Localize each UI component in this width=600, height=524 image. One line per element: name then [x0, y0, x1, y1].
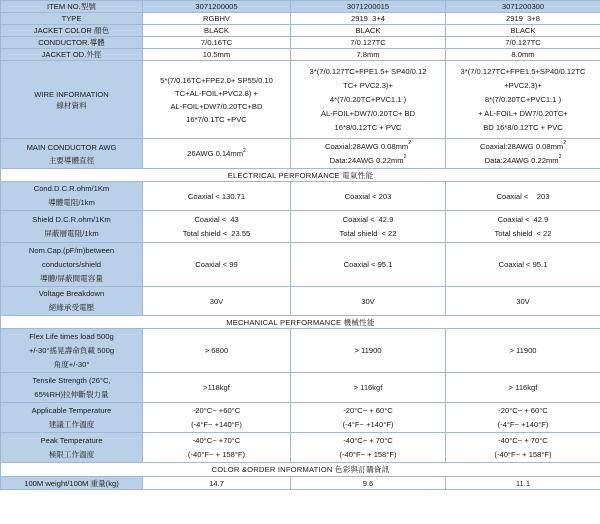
shield-dcr-p3-coax-value: 42.9: [533, 214, 549, 224]
peak-temp-p1-f: (-40°F~ + 158°F): [187, 449, 246, 459]
nom-cap-p3: Coaxial < 95.1: [446, 243, 600, 287]
cond-dcr-label-cn: 導體電阻/1km: [48, 198, 95, 207]
peak-temp-p3-f: (-40°F~ + 158°F): [494, 449, 552, 459]
app-temp-p2-f: (-4°F~ +140°F): [342, 419, 394, 429]
shield-dcr-p2-coax-value: 42.9: [378, 214, 394, 224]
wire-info-p3-line: 3*(7/0.127TC+FPE1.5+SP40/0.12TC: [460, 66, 586, 76]
flex-life-p2: > 11900: [291, 329, 446, 373]
main-conductor-row: [1, 139, 600, 169]
main-conductor-label-en: MAIN CONDUCTOR AWG: [26, 142, 117, 152]
voltage-p3: 30V: [446, 287, 600, 316]
tensile-row: [1, 373, 600, 403]
jacket-od-label: JACKET OD.外徑: [1, 49, 143, 61]
app-temp-p3-f: (-4°F~ +140°F): [497, 419, 549, 429]
main-conductor-p2-sup: 2: [403, 153, 407, 160]
peak-temp-label-en: Peak Temperature: [40, 435, 103, 445]
mechanical-section-title: MECHANICAL PERFORMANCE 機械性能: [1, 316, 600, 329]
flex-life-p3: > 11900: [446, 329, 600, 373]
nom-cap-p1: Coaxial < 99: [143, 243, 291, 287]
weight-p2: 9.6: [291, 477, 446, 490]
flex-life-label-line: +/-30°搖晃壽命負載 500g: [28, 345, 115, 355]
flex-life-row: [1, 329, 600, 373]
cond-dcr-label-en: Cond.D.C.R.ohm/1Km: [33, 184, 110, 193]
shield-dcr-p2-total-label: Total shield: [339, 228, 378, 238]
shield-dcr-p3-total-label: Total shield: [494, 228, 533, 238]
main-conductor-label: [1, 139, 143, 169]
peak-temp-label-cn: 極限工作溫度: [48, 449, 95, 459]
flex-life-label-line: 角度+/-30°: [53, 359, 90, 369]
peak-temp-p3: [446, 433, 600, 463]
app-temp-p1-f: (-4°F~ +140°F): [191, 419, 242, 429]
color-order-section-row: [1, 463, 600, 477]
tensile-p1: >118kgf: [143, 373, 291, 403]
nom-cap-row: [1, 243, 600, 287]
shield-dcr-p3-coax-label: Coaxial <: [497, 214, 530, 224]
nom-cap-label-line: conductors/shield: [41, 259, 102, 269]
peak-temp-row: [1, 433, 600, 463]
wire-info-p3: [446, 61, 600, 139]
main-conductor-p3-data: Data:24AWG 0.22mm: [484, 155, 559, 165]
nom-cap-p2: Coaxial < 95.1: [291, 243, 446, 287]
app-temp-p1: [143, 403, 291, 433]
jacket-od-row: [1, 49, 600, 61]
wire-info-label-cn: 線材資料: [56, 100, 87, 110]
wire-info-p3-line: 8*(7/0.20TC+PVC1.1 ): [484, 94, 562, 104]
weight-label: 100M weight/100M 重量(kg): [1, 477, 143, 490]
wire-info-p2-line: 16*8/0.12TC + PVC: [334, 122, 402, 132]
shield-dcr-label-cn: 屏蔽層電阻/1km: [44, 228, 99, 238]
main-conductor-p2-coax: Coaxial:28AWG 0.08mm: [324, 141, 409, 151]
main-conductor-p2: [291, 139, 446, 169]
app-temp-label-en: Applicable Temperature: [31, 405, 112, 415]
wire-info-p3-line: +PVC2.3)+: [504, 80, 542, 90]
main-conductor-p1-text: 26AWG 0.14mm: [187, 149, 244, 158]
peak-temp-p1-c: -40°C~ +70°C: [192, 435, 241, 445]
app-temp-row: [1, 403, 600, 433]
shield-dcr-p1-total-value: 23.55: [231, 228, 251, 238]
wire-info-p3-line: BD 16*8/0.12TC + PVC: [483, 122, 563, 132]
main-conductor-p3: [446, 139, 600, 169]
tensile-p2: > 116kgf: [291, 373, 446, 403]
shield-dcr-p2-coax-label: Coaxial <: [342, 214, 375, 224]
item-no-p1: 3071200005: [143, 1, 291, 13]
voltage-row: [1, 287, 600, 316]
main-conductor-p3-sup: 2: [563, 139, 567, 146]
cond-dcr-p1: Coaxial < 130.71: [143, 182, 291, 211]
item-no-label: ITEM NO.型號: [1, 1, 143, 13]
wire-info-p1-line: TC+AL-FOIL+PVC2.8) +: [175, 88, 258, 98]
app-temp-label: [1, 403, 143, 433]
conductor-p1: 7/0.16TC: [143, 37, 291, 49]
main-conductor-label-cn: 主要導體直徑: [48, 155, 95, 165]
voltage-p1: 30V: [143, 287, 291, 316]
conductor-label: CONDUCTOR.導體: [1, 37, 143, 49]
peak-temp-p3-c: -40°C~ + 70°C: [498, 435, 548, 445]
flex-life-p1: > 6800: [143, 329, 291, 373]
app-temp-p1-c: -20°C~ +60°C: [192, 405, 241, 415]
conductor-row: [1, 37, 600, 49]
main-conductor-p1: [143, 139, 291, 169]
nom-cap-label: [1, 243, 143, 287]
type-p1: RGBHV: [143, 13, 291, 25]
peak-temp-p2: [291, 433, 446, 463]
weight-row: [1, 477, 600, 490]
cond-dcr-p3: Coaxial < 203: [446, 182, 600, 211]
conductor-p2: 7/0.127TC: [291, 37, 446, 49]
app-temp-p2: [291, 403, 446, 433]
wire-info-p2-line: 3*(7/0.127TC+FPE1.5+ SP40/0.12: [309, 66, 427, 76]
cond-dcr-label: [1, 182, 143, 211]
peak-temp-p2-c: -40°C~ + 70°C: [343, 435, 393, 445]
conductor-p3: 7/0.127TC: [446, 37, 600, 49]
shield-dcr-p2: [291, 211, 446, 243]
shield-dcr-row: [1, 211, 600, 243]
voltage-label: [1, 287, 143, 316]
jacket-color-row: [1, 25, 600, 37]
wire-info-p2-line: TC+ PVC2.3)+: [343, 80, 393, 90]
jacket-color-p3: BLACK: [446, 25, 600, 37]
shield-dcr-p1-coax-value: 43: [230, 214, 239, 224]
voltage-label-en: Voltage Breakdown: [38, 289, 105, 298]
electrical-section-row: [1, 169, 600, 182]
wire-info-p2-line: 4*(7/0.20TC+PVC1.1 ): [329, 94, 407, 104]
jacket-color-p2: BLACK: [291, 25, 446, 37]
wire-info-p3-line: + AL-FOIL+ DW7/0.20TC+: [478, 108, 568, 118]
item-no-row: [1, 1, 600, 13]
jacket-color-p1: BLACK: [143, 25, 291, 37]
main-conductor-p1-sup: 2: [243, 148, 246, 154]
peak-temp-label: [1, 433, 143, 463]
shield-dcr-label-en: Shield D.C.R.ohm/1Km: [32, 214, 111, 224]
main-conductor-p3-sup: 2: [558, 153, 562, 160]
main-conductor-p2-data: Data:24AWG 0.22mm: [329, 155, 404, 165]
mechanical-section-row: [1, 316, 600, 329]
tensile-label-line: Tensile Strength (26°C,: [32, 375, 111, 385]
wire-info-label: [1, 61, 143, 139]
tensile-label-line: 65%RH)拉伸斷裂力量: [34, 389, 109, 399]
shield-dcr-p3-total-value: < 22: [536, 228, 552, 238]
voltage-p2: 30V: [291, 287, 446, 316]
shield-dcr-p1-total-label: Total shield <: [182, 228, 228, 238]
main-conductor-p2-sup: 2: [408, 139, 412, 146]
peak-temp-p1: [143, 433, 291, 463]
shield-dcr-label: [1, 211, 143, 243]
shield-dcr-p1-coax-label: Coaxial <: [194, 214, 227, 224]
flex-life-label-line: Flex Life times load 500g: [29, 331, 114, 341]
peak-temp-p2-f: (-40°F~ + 158°F): [339, 449, 397, 459]
jacket-od-p1: 10.5mm: [143, 49, 291, 61]
wire-info-p2: [291, 61, 446, 139]
type-label: TYPE: [1, 13, 143, 25]
wire-info-p1: [143, 61, 291, 139]
shield-dcr-p3: [446, 211, 600, 243]
shield-dcr-p1: [143, 211, 291, 243]
voltage-label-cn: 絕緣承受電壓: [48, 303, 95, 312]
type-p3: 2919 3+8: [446, 13, 600, 25]
flex-life-label: [1, 329, 143, 373]
app-temp-p3: [446, 403, 600, 433]
wire-info-p2-line: AL-FOIL+DW7/0.20TC+ BD: [320, 108, 416, 118]
wire-info-row: [1, 61, 600, 139]
nom-cap-label-line: Nom.Cap.(pF/m)between: [28, 245, 115, 255]
jacket-od-p3: 8.0mm: [446, 49, 600, 61]
item-no-p2: 3071200015: [291, 1, 446, 13]
wire-info-label-en: WIRE INFORMATION: [34, 89, 109, 99]
wire-info-p1-line: 5*(7/0.16TC+FPE2.0+ SP55/0.10: [160, 75, 273, 85]
main-conductor-p3-coax: Coaxial:28AWG 0.08mm: [479, 141, 564, 151]
app-temp-label-cn: 建議工作溫度: [48, 419, 95, 429]
color-order-section-title: COLOR &ORDER INFORMATION 色彩與訂購資訊: [1, 463, 600, 477]
type-p2: 2919 3+4: [291, 13, 446, 25]
jacket-od-p2: 7.8mm: [291, 49, 446, 61]
weight-p3: 11.1: [446, 477, 600, 490]
item-no-p3: 3071200300: [446, 1, 600, 13]
wire-info-p1-line: AL-FOIL+DW7/0.20TC+BD: [170, 101, 263, 111]
weight-p1: 14.7: [143, 477, 291, 490]
shield-dcr-p2-total-value: < 22: [381, 228, 397, 238]
type-row: [1, 13, 600, 25]
tensile-p3: > 116kgf: [446, 373, 600, 403]
wire-info-p1-line: 16*7/0.1TC +PVC: [186, 114, 247, 124]
nom-cap-label-line: 導體/屏蔽間電容量: [40, 273, 103, 283]
cond-dcr-p2: Coaxial < 203: [291, 182, 446, 211]
jacket-color-label: JACKET COLOR 顏色: [1, 25, 143, 37]
app-temp-p3-c: -20°C~ + 60°C: [498, 405, 548, 415]
tensile-label: [1, 373, 143, 403]
electrical-section-title: ELECTRICAL PERFORMANCE 電氣性能: [1, 169, 600, 182]
cond-dcr-row: [1, 182, 600, 211]
app-temp-p2-c: -20°C~ + 60°C: [343, 405, 393, 415]
